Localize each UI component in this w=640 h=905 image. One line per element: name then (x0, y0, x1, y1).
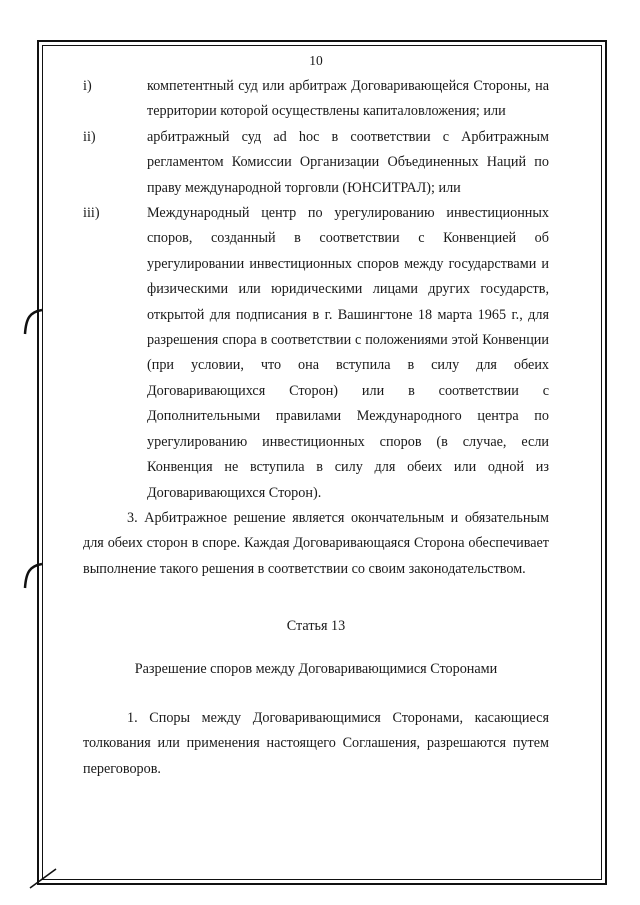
list-marker: ii) (83, 128, 96, 145)
paragraph-1: 1. Споры между Договаривающимися Сторонами, касающиеся толкования или применения настоящего Соглашения, разрешаются путем переговоров. (83, 709, 549, 777)
list-item-text: компетентный суд или арбитраж Договаривающейся Стороны, на территории которой осуществлены капиталовложения; или (147, 78, 549, 120)
signature-stroke (28, 866, 58, 890)
list-item-text: Международный центр по урегулированию инвестиционных споров, созданный в соответствии с Конвенцией об урегулировании инвестиционных споров между государствами и физическими или юридическими лицами других государств, открытой для подписания в г. Вашингтоне 18 марта 1965 г., для разрешения спора в соответствии с положениями этой Конвенции (при условии, что она вступила в силу для обеих Договаривающихся Сторон) или в соответствии с Дополнительными правилами Международного центра по урегулированию инвестиционных споров (в случае, если Конвенция не вступила в силу для обеих или одной из Договаривающихся Сторон). (147, 205, 549, 501)
page-number: 10 (309, 53, 323, 68)
article-subtitle: Разрешение споров между Договаривающимися Сторонами (134, 660, 498, 677)
list-item-i (83, 74, 549, 125)
document-body (83, 50, 549, 782)
article-title: Статья 13 (286, 618, 346, 635)
list-item-iii (83, 201, 549, 506)
paragraph-3: 3. Арбитражное решение является окончательным и обязательным для обеих сторон в споре. Каждая Договаривающаяся Сторона обеспечивает выполнение такого решения в соответствии со своим законодательством. (83, 509, 549, 577)
list-item-ii (83, 125, 549, 201)
punch-mark-lower (20, 562, 44, 590)
punch-mark-upper (20, 308, 44, 336)
list-marker: i) (83, 78, 92, 94)
list-item-text: арбитражный суд ad hoc в соответствии с Арбитражным регламентом Комиссии Организации Объединенных Наций по праву международной торговли (ЮНСИТРАЛ); или (147, 128, 549, 196)
list-marker: iii) (83, 205, 100, 222)
